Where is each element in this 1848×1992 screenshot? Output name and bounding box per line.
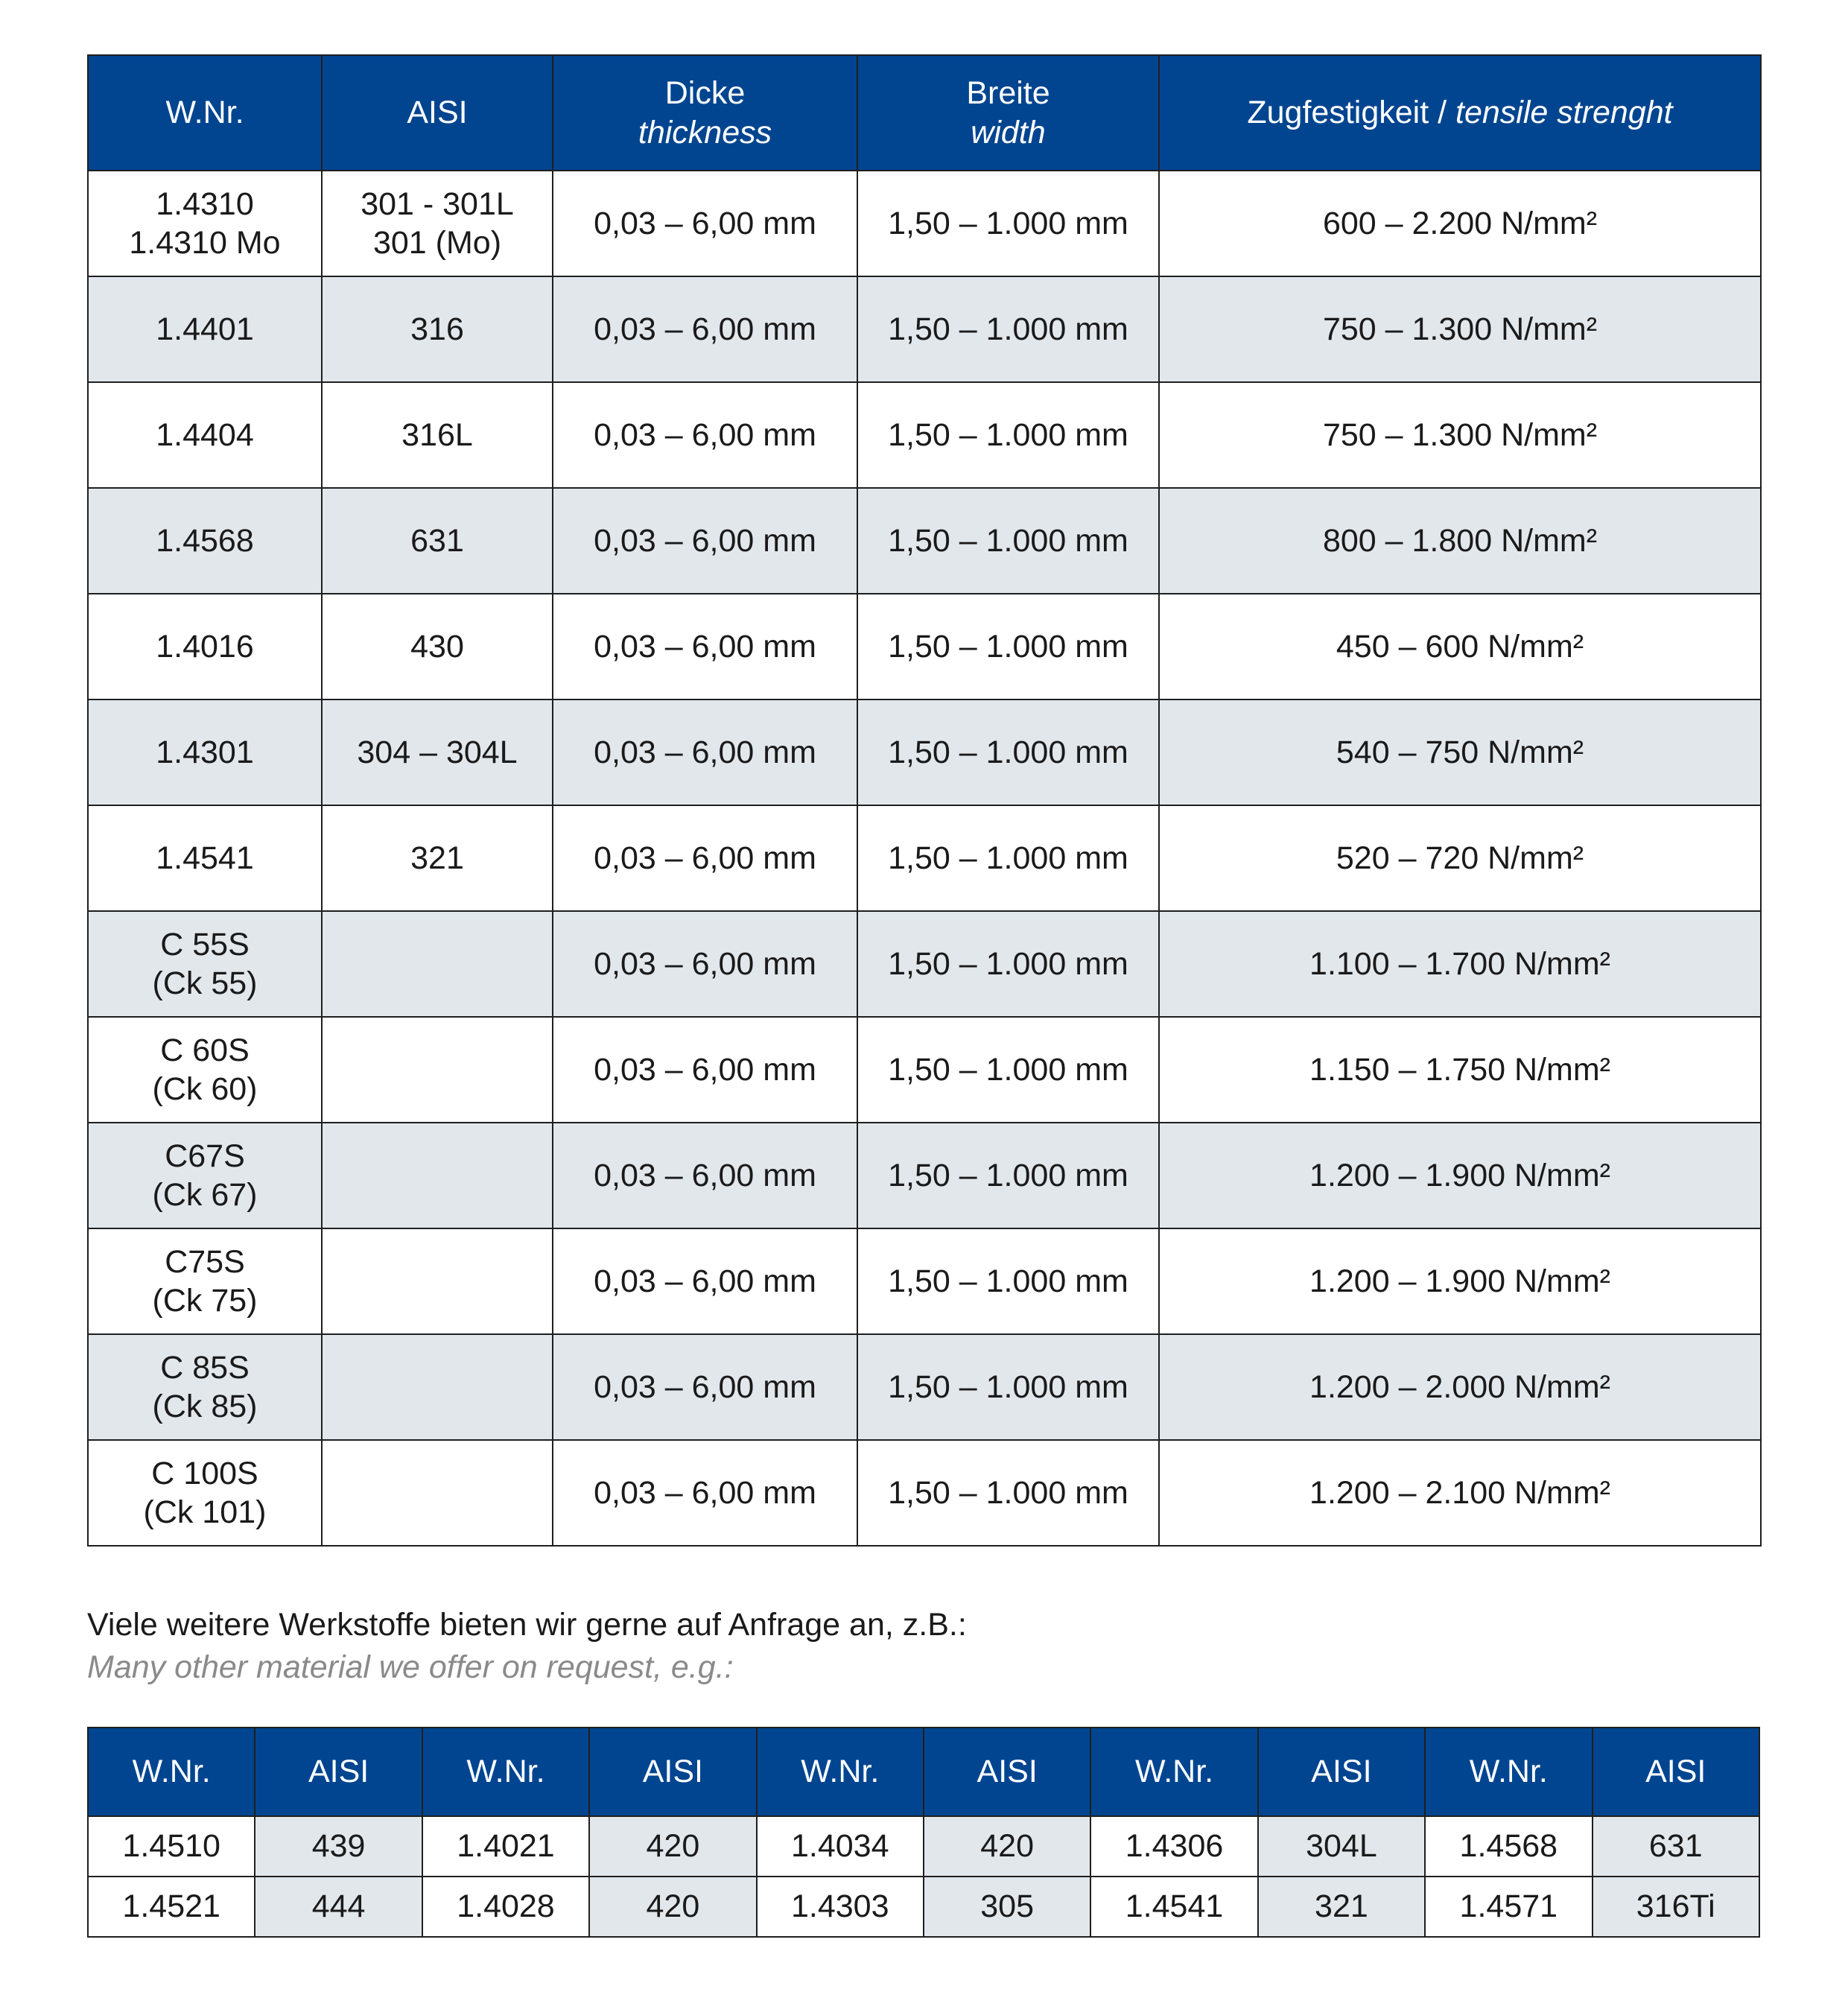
cell-tensile: 800 – 1.800 N/mm²: [1159, 488, 1761, 594]
cell-wnr-line-2: (Ck 75): [152, 1283, 258, 1319]
cell-wnr-line-1: C 100S: [151, 1455, 258, 1491]
cell-tensile: 750 – 1.300 N/mm²: [1159, 382, 1761, 488]
header-wnr: W.Nr.: [1425, 1728, 1592, 1816]
cell-wnr: 1.4541: [1090, 1877, 1257, 1937]
cell-wnr: [88, 171, 322, 276]
header-thickness-en: thickness: [638, 114, 772, 150]
cell-aisi: 420: [589, 1816, 756, 1877]
note-text: [87, 1604, 967, 1689]
cell-wnr: [88, 276, 322, 382]
cell-wnr: [88, 382, 322, 488]
cell-wnr: 1.4034: [757, 1816, 924, 1877]
cell-tensile: 1.200 – 2.100 N/mm²: [1159, 1440, 1761, 1546]
cell-wnr: 1.4021: [422, 1816, 589, 1877]
cell-wnr: [88, 488, 322, 594]
header-wnr: W.Nr.: [757, 1728, 924, 1816]
header-aisi: AISI: [1258, 1728, 1425, 1816]
cell-thickness: 0,03 – 6,00 mm: [553, 911, 857, 1017]
cell-wnr-line-2: (Ck 60): [152, 1071, 258, 1107]
cell-wnr: 1.4568: [1425, 1816, 1592, 1877]
cell-wnr-line-2: (Ck 55): [152, 965, 258, 1001]
cell-tensile: 1.200 – 1.900 N/mm²: [1159, 1228, 1761, 1334]
table-row: [88, 171, 1761, 276]
header-width-en: width: [971, 114, 1046, 150]
cell-wnr-line-2: (Ck 101): [143, 1494, 267, 1530]
header-aisi: AISI: [1593, 1728, 1759, 1816]
cell-tensile: 520 – 720 N/mm²: [1159, 805, 1761, 911]
cell-tensile: 450 – 600 N/mm²: [1159, 594, 1761, 700]
header-thickness-de: Dicke: [664, 75, 746, 112]
cell-wnr: [88, 911, 322, 1017]
cell-thickness: 0,03 – 6,00 mm: [553, 805, 857, 911]
cell-aisi: 444: [255, 1877, 422, 1937]
cell-thickness: 0,03 – 6,00 mm: [553, 700, 857, 805]
cell-width: 1,50 – 1.000 mm: [857, 1228, 1159, 1334]
cell-wnr-line-1: 1.4310: [156, 185, 254, 222]
cell-wnr: 1.4303: [757, 1877, 924, 1937]
table-row: [88, 594, 1761, 700]
table-row: [88, 1816, 1759, 1877]
cell-width: 1,50 – 1.000 mm: [857, 805, 1159, 911]
cell-aisi: 321: [1258, 1877, 1425, 1937]
cell-wnr-line-1: 1.4404: [156, 416, 254, 453]
cell-thickness: 0,03 – 6,00 mm: [553, 1017, 857, 1123]
cell-aisi: [322, 1017, 553, 1123]
cell-wnr: [88, 1017, 322, 1123]
cell-wnr: [88, 1440, 322, 1546]
cell-wnr: 1.4571: [1425, 1877, 1592, 1937]
cell-width: 1,50 – 1.000 mm: [857, 911, 1159, 1017]
header-wnr: W.Nr.: [1090, 1728, 1257, 1816]
cell-aisi-line-1: 321: [410, 840, 464, 876]
header-width: [857, 55, 1159, 171]
cell-aisi: [322, 382, 553, 488]
cell-aisi: 420: [924, 1816, 1090, 1877]
cell-wnr: 1.4306: [1090, 1816, 1257, 1877]
cell-aisi: [322, 911, 553, 1017]
table-row: [88, 382, 1761, 488]
cell-aisi-line-1: 301 - 301L: [361, 185, 514, 222]
header-wnr: W.Nr.: [422, 1728, 589, 1816]
cell-width: 1,50 – 1.000 mm: [857, 594, 1159, 700]
header-wnr: W.Nr.: [88, 55, 322, 171]
table-row: [88, 1123, 1761, 1228]
cell-width: 1,50 – 1.000 mm: [857, 488, 1159, 594]
cell-wnr-line-2: 1.4310 Mo: [129, 225, 281, 261]
note-en: Many other material we offer on request, e.g.:: [87, 1649, 734, 1685]
cell-width: 1,50 – 1.000 mm: [857, 700, 1159, 805]
cell-aisi: [322, 1440, 553, 1546]
cell-wnr: [88, 805, 322, 911]
cell-aisi: 420: [589, 1877, 756, 1937]
cell-wnr-line-1: 1.4568: [156, 522, 254, 559]
cell-wnr-line-1: 1.4401: [156, 311, 254, 347]
note-de: Viele weitere Werkstoffe bieten wir gerne auf Anfrage an, z.B.:: [87, 1607, 967, 1643]
cell-wnr: [88, 1334, 322, 1440]
cell-thickness: 0,03 – 6,00 mm: [553, 1440, 857, 1546]
table-row: [88, 1228, 1761, 1334]
cell-thickness: 0,03 – 6,00 mm: [553, 276, 857, 382]
cell-wnr-line-1: 1.4541: [156, 840, 254, 876]
cell-aisi: [322, 488, 553, 594]
cell-aisi: 316Ti: [1593, 1877, 1759, 1937]
cell-width: 1,50 – 1.000 mm: [857, 382, 1159, 488]
header-aisi: AISI: [589, 1728, 756, 1816]
cell-wnr-line-1: C75S: [165, 1243, 245, 1280]
cell-wnr-line-1: C67S: [165, 1138, 245, 1174]
cell-aisi: [322, 1228, 553, 1334]
cell-tensile: 600 – 2.200 N/mm²: [1159, 171, 1761, 276]
header-tensile: [1159, 55, 1761, 171]
cell-wnr: [88, 1228, 322, 1334]
cell-width: 1,50 – 1.000 mm: [857, 1334, 1159, 1440]
cell-tensile: 1.200 – 2.000 N/mm²: [1159, 1334, 1761, 1440]
cell-thickness: 0,03 – 6,00 mm: [553, 1334, 857, 1440]
cell-wnr-line-1: 1.4016: [156, 628, 254, 664]
cell-wnr: [88, 700, 322, 805]
header-aisi: AISI: [924, 1728, 1090, 1816]
cell-tensile: 1.100 – 1.700 N/mm²: [1159, 911, 1761, 1017]
cell-aisi: [322, 171, 553, 276]
cell-width: 1,50 – 1.000 mm: [857, 1017, 1159, 1123]
table-row: [88, 1017, 1761, 1123]
cell-wnr-line-1: C 85S: [160, 1349, 250, 1386]
cell-aisi: 439: [255, 1816, 422, 1877]
cell-thickness: 0,03 – 6,00 mm: [553, 1228, 857, 1334]
table-row: [88, 488, 1761, 594]
materials-table-header-row: [88, 55, 1761, 171]
cell-tensile: 1.150 – 1.750 N/mm²: [1159, 1017, 1761, 1123]
header-aisi: AISI: [322, 55, 553, 171]
cell-wnr: 1.4521: [88, 1877, 255, 1937]
other-materials-table: [87, 1727, 1760, 1938]
table-row: [88, 805, 1761, 911]
cell-aisi: 304L: [1258, 1816, 1425, 1877]
cell-width: 1,50 – 1.000 mm: [857, 1123, 1159, 1228]
cell-wnr-line-1: C 60S: [160, 1032, 250, 1068]
table-row: [88, 911, 1761, 1017]
cell-wnr-line-2: (Ck 67): [152, 1177, 258, 1213]
cell-aisi-line-1: 304 – 304L: [357, 734, 518, 770]
cell-aisi-line-1: 316: [410, 311, 464, 347]
cell-width: 1,50 – 1.000 mm: [857, 171, 1159, 276]
cell-width: 1,50 – 1.000 mm: [857, 1440, 1159, 1546]
header-tensile-en: tensile strenght: [1455, 95, 1673, 131]
cell-thickness: 0,03 – 6,00 mm: [553, 382, 857, 488]
materials-table: [87, 54, 1762, 1547]
table-row: [88, 1440, 1761, 1546]
cell-aisi: 631: [1593, 1816, 1759, 1877]
cell-aisi: [322, 594, 553, 700]
header-wnr: W.Nr.: [88, 1728, 255, 1816]
table-row: [88, 1334, 1761, 1440]
cell-aisi-line-1: 631: [410, 522, 464, 559]
cell-thickness: 0,03 – 6,00 mm: [553, 1123, 857, 1228]
table-row: [88, 1877, 1759, 1937]
cell-aisi: [322, 1334, 553, 1440]
cell-aisi-line-2: 301 (Mo): [372, 225, 502, 261]
header-thickness: [553, 55, 857, 171]
other-materials-header-row: [88, 1728, 1759, 1816]
cell-wnr-line-1: C 55S: [160, 926, 250, 962]
header-aisi: AISI: [255, 1728, 422, 1816]
cell-thickness: 0,03 – 6,00 mm: [553, 594, 857, 700]
cell-tensile: 750 – 1.300 N/mm²: [1159, 276, 1761, 382]
cell-tensile: 1.200 – 1.900 N/mm²: [1159, 1123, 1761, 1228]
cell-thickness: 0,03 – 6,00 mm: [553, 488, 857, 594]
cell-tensile: 540 – 750 N/mm²: [1159, 700, 1761, 805]
cell-aisi-line-1: 316L: [401, 416, 473, 453]
cell-wnr: 1.4028: [422, 1877, 589, 1937]
cell-thickness: 0,03 – 6,00 mm: [553, 171, 857, 276]
cell-aisi: [322, 276, 553, 382]
cell-wnr-line-2: (Ck 85): [152, 1389, 258, 1424]
cell-aisi: 305: [924, 1877, 1090, 1937]
table-row: [88, 700, 1761, 805]
cell-aisi: [322, 700, 553, 805]
cell-wnr: 1.4510: [88, 1816, 255, 1877]
cell-wnr: [88, 1123, 322, 1228]
cell-wnr-line-1: 1.4301: [156, 734, 254, 770]
cell-width: 1,50 – 1.000 mm: [857, 276, 1159, 382]
header-tensile-de: Zugfestigkeit /: [1247, 95, 1455, 131]
cell-wnr: [88, 594, 322, 700]
cell-aisi: [322, 1123, 553, 1228]
header-width-de: Breite: [966, 75, 1050, 112]
cell-aisi: [322, 805, 553, 911]
cell-aisi-line-1: 430: [410, 628, 464, 664]
table-row: [88, 276, 1761, 382]
